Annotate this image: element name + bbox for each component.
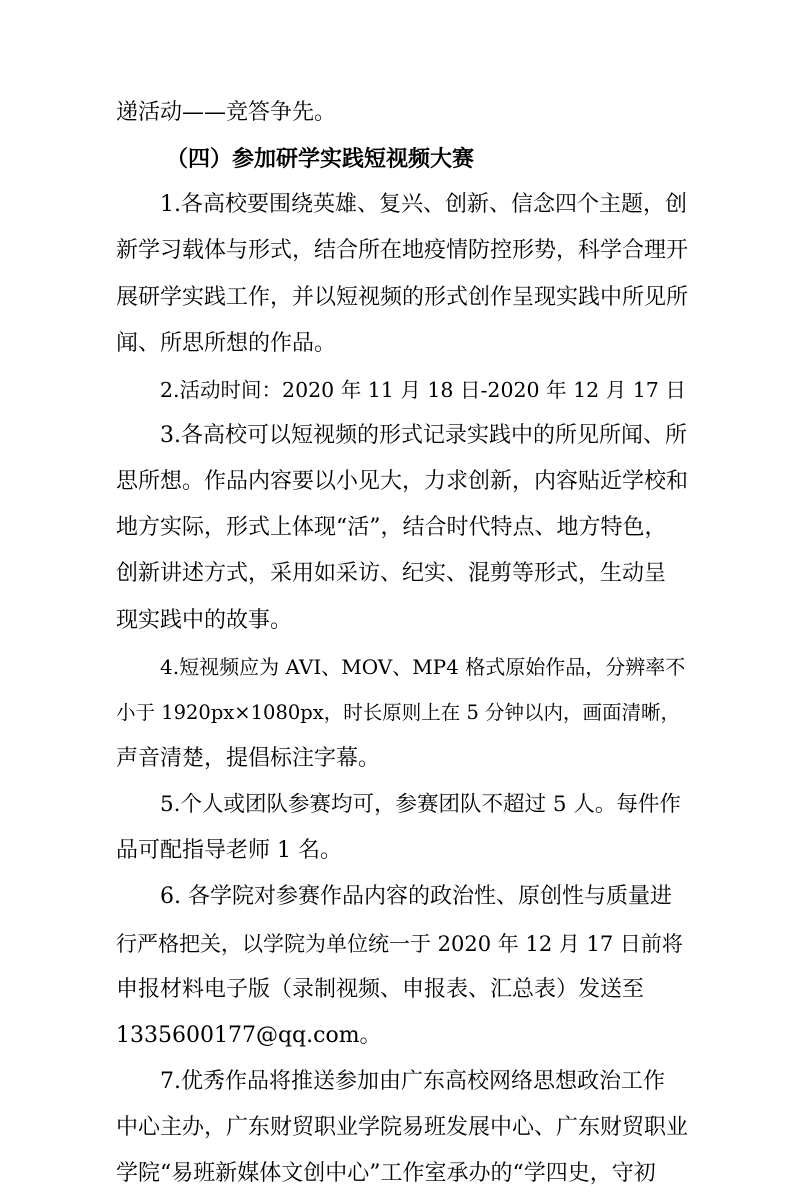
paragraph-line: 声音清楚，提倡标注字幕。 <box>116 745 381 771</box>
document-body <box>116 90 688 1197</box>
paragraph-line: 思所想。作品内容要以小见大，力求创新，内容贴近学校和 <box>116 469 689 495</box>
paragraph-line: 7.优秀作品将推送参加由广东高校网络思想政治工作 <box>160 1068 665 1094</box>
paragraph-line: 学院“易班新媒体文创中心”工作室承办的“学四史，守初 <box>116 1161 656 1187</box>
paragraph-line: 现实践中的故事。 <box>116 607 293 633</box>
paragraph-line: 新学习载体与形式，结合所在地疫情防控形势，科学合理开 <box>116 238 689 264</box>
paragraph-line: 申报材料电子版（录制视频、申报表、汇总表）发送至 <box>116 976 645 1002</box>
paragraph-line: 4.短视频应为 AVI、MOV、MP4 格式原始作品，分辨率不 <box>160 654 686 679</box>
section-heading: （四）参加研学实践短视频大赛 <box>166 146 475 173</box>
paragraph-line: 小于 1920px×1080px，时长原则上在 5 分钟以内，画面清晰， <box>116 700 681 724</box>
paragraph-line: 6. 各学院对参赛作品内容的政治性、原创性与质量进 <box>160 884 672 910</box>
email-address: 1335600177@qq.com。 <box>116 1022 382 1048</box>
paragraph-line: 品可配指导老师 1 名。 <box>116 838 342 864</box>
paragraph-line: 递活动——竞答争先。 <box>116 100 337 125</box>
paragraph-line: 展研学实践工作，并以短视频的形式创作呈现实践中所见所 <box>116 284 689 310</box>
paragraph-line: 5.个人或团队参赛均可，参赛团队不超过 5 人。每件作 <box>160 792 681 818</box>
paragraph-line: 地方实际，形式上体现“活”，结合时代特点、地方特色， <box>116 515 667 541</box>
paragraph-line: 3.各高校可以短视频的形式记录实践中的所见所闻、所 <box>160 422 687 448</box>
paragraph-line: 2.活动时间：2020 年 11 月 18 日-2020 年 12 月 17 日 <box>160 377 686 402</box>
paragraph-line: 中心主办，广东财贸职业学院易班发展中心、广东财贸职业 <box>116 1115 689 1141</box>
paragraph-line: 闻、所思所想的作品。 <box>116 330 337 356</box>
paragraph-line: 创新讲述方式，采用如采访、纪实、混剪等形式，生动呈 <box>116 561 667 587</box>
paragraph-line: 1.各高校要围绕英雄、复兴、创新、信念四个主题，创 <box>160 192 687 218</box>
paragraph-line: 行严格把关，以学院为单位统一于 2020 年 12 月 17 日前将 <box>116 931 683 956</box>
